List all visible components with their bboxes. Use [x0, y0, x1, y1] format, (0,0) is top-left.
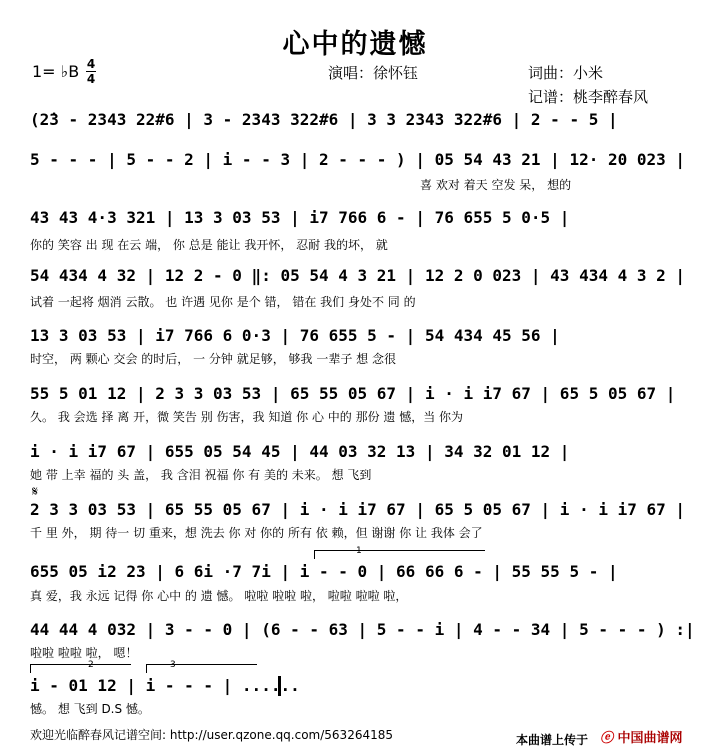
final-barline — [278, 676, 281, 696]
composer-credit: 词曲：小米 — [528, 64, 604, 82]
score-row-5-lyrics: 时空， 两 颗心 交会 的时后， 一 分钟 就足够， 够我 一辈子 想 念很 — [30, 352, 396, 366]
volta-bracket-2 — [30, 664, 131, 673]
score-row-8-notes: 2 3 3 03 53 | 65 55 05 67 | i · i i7 67 | 65 5 05 67 | i · i i7 67 | — [30, 500, 686, 519]
welcome-footer: 欢迎光临醉春风记谱空间: http://user.qzone.qq.com/563264185 — [30, 728, 394, 742]
logo-e-icon: ⓔ — [600, 731, 614, 746]
time-signature — [86, 58, 96, 85]
score-row-3-notes: 43 43 4·3 321 | 13 3 03 53 | i7 766 6 - | 76 655 5 0·5 | — [30, 208, 570, 227]
volta-bracket-3 — [146, 664, 257, 673]
score-row-1-notes: (2̇3 - 2343 22#6 | 3 - 2343 322#6 | 3 3 2343 322#6 | 2 - - 5 | — [30, 110, 618, 129]
score-row-10-lyrics: 啦啦 啦啦 啦， 嗯！ — [30, 646, 138, 660]
score-row-3-lyrics: 你的 笑容 出 现 在云 端， 你 总是 能让 我开怀， 忍耐 我的坏， 就 — [30, 238, 388, 252]
singer-credit: 演唱：徐怀钰 — [328, 64, 419, 82]
transcriber-credit: 记谱：桃李醉春风 — [528, 88, 649, 106]
site-logo — [600, 727, 683, 746]
score-row-4-notes: 54 434 4 32 | 12 2 - 0 ‖: 05 54 4 3 21 | 12 2 0 023 | 43 434 4 3 2 | — [30, 266, 686, 285]
score-row-9-notes: 655 05 i2 23 | 6 6i ·7 7i | i - - 0 | 66 66 6 - | 55 55 5 - | — [30, 562, 618, 581]
volta-bracket-1 — [314, 550, 485, 559]
score-row-7-lyrics: 她 带 上幸 福的 头 盖， 我 含泪 祝福 你 有 美的 未来。 想 飞到 — [30, 468, 372, 482]
score-row-2-lyrics: 喜 欢对 着天 空发 呆， 想的 — [420, 178, 572, 192]
logo-text: 中国曲谱网 — [617, 731, 683, 746]
segno-mark: 𝄋 — [32, 484, 39, 500]
score-row-6-lyrics: 久。 我 会选 择 离 开，微 笑告 别 伤害，我 知道 你 心 中的 那份 遗 憾，当 你为 — [30, 410, 464, 424]
score-row-11-notes: i - 01 12 | i - - - | ...... — [30, 676, 300, 695]
score-row-4-lyrics: 试着 一起将 烟消 云散。 也 许遇 见你 是个 错， 错在 我们 身处不 同 的 — [30, 295, 416, 309]
key-signature: 1= ♭B — [32, 62, 80, 81]
score-row-10-notes: 44 44 4 032 | 3 - - 0 | (6 - - 63 | 5 - - i | 4 - - 34 | 5 - - - ) :| — [30, 620, 695, 639]
meter-bottom: 4 — [86, 72, 96, 86]
score-row-2-notes: 5 - - - | 5 - - 2 | i - - 3 | 2 - - - ) | 05 54 43 21 | 12· 20 023 | — [30, 150, 686, 169]
upload-note: 本曲谱上传于 — [516, 733, 589, 747]
score-row-8-lyrics: 千 里 外， 期 待一 切 重来，想 洗去 你 对 你的 所有 依 赖，但 谢谢 你 让 我体 会了 — [30, 526, 483, 540]
meter-top: 4 — [86, 57, 96, 71]
volta-number-2: 2 — [88, 660, 94, 670]
volta-number-3: 3 — [170, 660, 176, 670]
score-row-9-lyrics: 真 爱，我 永远 记得 你 心中 的 遗 憾。 啦啦 啦啦 啦， 啦啦 啦啦 啦， — [30, 589, 408, 603]
volta-number-1: 1 — [356, 546, 362, 556]
score-row-5-notes: 13 3 03 53 | i7 766 6 0·3 | 76 655 5 - | 54 434 45 56 | — [30, 326, 560, 345]
score-row-11-lyrics: 憾。 想 飞到 D.S 憾。 — [30, 702, 150, 716]
score-row-6-notes: 55 5 01 12 | 2 3 3 03 53 | 65 55 05 67 | i · i i7 67 | 65 5 05 67 | — [30, 384, 676, 403]
score-row-7-notes: i · i i7 67 | 655 05 54 45 | 44 03 32 13 | 34 32 01 12 | — [30, 442, 570, 461]
song-title: 心中的遗憾 — [282, 29, 428, 60]
